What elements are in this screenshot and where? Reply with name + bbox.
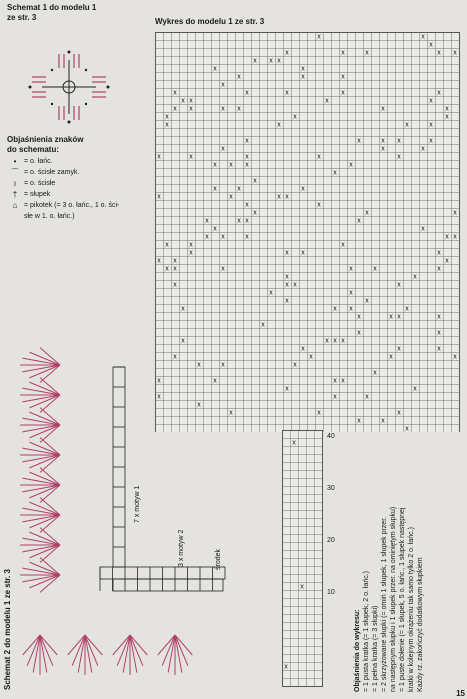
legend2-item: = 2 skrzyżowane słupki (= omiń 1 słupek, 1 słupek przer. — [381, 516, 388, 692]
stitch-mark: x — [181, 305, 185, 313]
legend2-item: = 1 pusta kratka (= 1 słupek, 2 o. łańc.) — [363, 570, 370, 692]
legend1-item — [10, 200, 130, 211]
stitch-mark: x — [437, 345, 441, 353]
stitch-mark: x — [213, 377, 217, 385]
stitch-mark: x — [333, 393, 337, 401]
stitch-mark: x — [445, 257, 449, 265]
stitch-mark: x — [237, 185, 241, 193]
stitch-mark: x — [293, 361, 297, 369]
stitch-mark: x — [421, 225, 425, 233]
stitch-mark: x — [301, 73, 305, 81]
stitch-mark: x — [277, 57, 281, 65]
stitch-mark: x — [157, 257, 161, 265]
stitch-mark: x — [165, 113, 169, 121]
schemat1-title-line1: Schemat 1 do modelu 1 — [7, 3, 97, 12]
legend1-item-text: = o. łańc. — [24, 158, 53, 165]
stitch-mark: x — [173, 89, 177, 97]
stitch-mark: x — [437, 49, 441, 57]
stitch-mark: x — [373, 265, 377, 273]
stitch-mark: x — [165, 241, 169, 249]
stitch-mark: x — [325, 97, 329, 105]
stitch-mark: x — [173, 265, 177, 273]
row-number: 40 — [327, 433, 335, 440]
stitch-mark: x — [397, 345, 401, 353]
stitch-mark: x — [429, 97, 433, 105]
legend1-item-text: = o. ścisłe — [24, 180, 56, 187]
legend2 — [353, 432, 425, 692]
motif2-label: 3 x motyw 2 — [178, 529, 185, 567]
stitch-mark: x — [437, 313, 441, 321]
stitch-mark: x — [253, 209, 257, 217]
legend2-item: Każdy rz. zakończyć dodatkowym słupkiem — [417, 557, 424, 692]
stitch-mark: x — [229, 409, 233, 417]
stitch-mark: x — [245, 89, 249, 97]
stitch-mark: x — [157, 377, 161, 385]
stitch-mark: x — [221, 361, 225, 369]
stitch-mark: x — [292, 439, 296, 447]
stitch-mark: x — [189, 105, 193, 113]
stitch-mark: x — [333, 305, 337, 313]
stitch-mark: x — [197, 361, 201, 369]
stitch-mark: x — [453, 353, 457, 361]
stitch-mark: x — [189, 97, 193, 105]
stitch-mark: x — [453, 49, 457, 57]
stitch-mark: x — [213, 65, 217, 73]
single-crochet-icon: ı — [13, 179, 17, 188]
stitch-mark: x — [221, 105, 225, 113]
stitch-mark: x — [213, 161, 217, 169]
stitch-mark: x — [317, 201, 321, 209]
stitch-mark: x — [373, 369, 377, 377]
stitch-mark: x — [285, 297, 289, 305]
stitch-mark: x — [181, 97, 185, 105]
stitch-mark: x — [437, 249, 441, 257]
stitch-mark: x — [437, 265, 441, 273]
stitch-mark: x — [245, 153, 249, 161]
stitch-mark: x — [381, 137, 385, 145]
stitch-mark: x — [309, 353, 313, 361]
chart-title: Wykres do modelu 1 ze str. 3 — [155, 17, 265, 26]
schemat2-drawing — [0, 345, 230, 699]
stitch-mark: x — [197, 401, 201, 409]
stitch-mark: x — [181, 337, 185, 345]
stitch-mark: x — [229, 161, 233, 169]
legend1-list — [10, 156, 130, 222]
stitch-mark: x — [301, 249, 305, 257]
stitch-mark: x — [277, 121, 281, 129]
stitch-mark: x — [413, 273, 417, 281]
stitch-mark: x — [245, 137, 249, 145]
stitch-mark: x — [269, 57, 273, 65]
stitch-mark: x — [285, 385, 289, 393]
stitch-mark: x — [285, 273, 289, 281]
stitch-mark: x — [453, 233, 457, 241]
stitch-mark: x — [453, 209, 457, 217]
stitch-mark: x — [293, 113, 297, 121]
stitch-mark: x — [349, 305, 353, 313]
stitch-mark: x — [237, 105, 241, 113]
stitch-mark: x — [341, 241, 345, 249]
stitch-mark: x — [381, 105, 385, 113]
stitch-mark: x — [429, 121, 433, 129]
stitch-mark: x — [437, 329, 441, 337]
stitch-mark: x — [405, 425, 409, 432]
stitch-mark: x — [221, 81, 225, 89]
legend2-title: Objaśnienia do wykresu: — [354, 609, 361, 692]
stitch-mark: x — [189, 241, 193, 249]
stitch-mark: x — [365, 209, 369, 217]
stitch-mark: x — [173, 257, 177, 265]
stitch-mark: x — [341, 89, 345, 97]
stitch-mark: x — [325, 337, 329, 345]
stitch-mark: x — [173, 281, 177, 289]
stitch-mark: x — [333, 337, 337, 345]
stitch-mark: x — [349, 265, 353, 273]
double-crochet-icon: † — [12, 190, 18, 199]
stitch-mark: x — [365, 393, 369, 401]
stitch-mark: x — [221, 145, 225, 153]
stitch-mark: x — [157, 393, 161, 401]
stitch-mark: x — [221, 265, 225, 273]
stitch-mark: x — [397, 137, 401, 145]
stitch-mark: x — [445, 105, 449, 113]
legend1-title — [7, 135, 83, 155]
stitch-mark: x — [445, 113, 449, 121]
stitch-mark: x — [389, 313, 393, 321]
stitch-mark: x — [213, 225, 217, 233]
stitch-mark: x — [365, 297, 369, 305]
stitch-mark: x — [437, 89, 441, 97]
legend1-item-text: = pikotek (= 3 o. łańc., 1 o. ści- — [24, 202, 120, 209]
stitch-mark: x — [245, 161, 249, 169]
stitch-mark: x — [317, 409, 321, 417]
stitch-mark: x — [341, 377, 345, 385]
stitch-mark: x — [333, 169, 337, 177]
stitch-mark: x — [300, 583, 304, 591]
stitch-mark: x — [429, 137, 433, 145]
stitch-mark: x — [277, 193, 281, 201]
stitch-mark: x — [237, 73, 241, 81]
stitch-mark: x — [333, 377, 337, 385]
stitch-mark: x — [421, 145, 425, 153]
center-label: środek — [215, 548, 222, 570]
legend2-item: kratki w kolejnym okrążeniu tak samo tylko 2 o. łańc.) — [408, 527, 415, 692]
row-number: 20 — [327, 537, 335, 544]
stitch-mark: x — [349, 161, 353, 169]
stitch-mark: x — [253, 177, 257, 185]
stitch-mark: x — [317, 153, 321, 161]
stitch-mark: x — [205, 217, 209, 225]
legend1-item — [10, 211, 130, 222]
legend2-item: = 1 puste dołenie (= 1 słupek, 5 o. łańc., 1 słupek następnej — [399, 507, 406, 692]
stitch-mark: x — [397, 281, 401, 289]
picot-icon: ⌂ — [12, 201, 18, 210]
stitch-mark: x — [405, 305, 409, 313]
legend1-item-text: = o. ścisłe zamyk. — [24, 169, 80, 176]
stitch-mark: x — [381, 145, 385, 153]
legend1-item-text: słe w 1. o. łańc.) — [24, 213, 75, 220]
stitch-mark: x — [245, 201, 249, 209]
stitch-mark: x — [405, 121, 409, 129]
stitch-mark: x — [285, 89, 289, 97]
legend1-title-line1: Objaśnienia znaków — [7, 135, 84, 144]
stitch-mark: x — [357, 217, 361, 225]
legend1-item-text: = słupek — [24, 191, 51, 198]
stitch-mark: x — [301, 65, 305, 73]
legend1-item — [10, 156, 130, 167]
legend1-item — [10, 167, 130, 178]
row-number: 30 — [327, 485, 335, 492]
stitch-mark: x — [245, 233, 249, 241]
legend2-item: na następnym słupku i 1 słupek przer. na ominiętym słupku) — [390, 506, 397, 692]
legend1-title-line2: do schematu: — [7, 145, 60, 154]
stitch-mark: x — [341, 73, 345, 81]
stitch-mark: x — [341, 49, 345, 57]
stitch-mark: x — [205, 233, 209, 241]
stitch-mark: x — [165, 265, 169, 273]
stitch-mark: x — [357, 417, 361, 425]
schemat1-title-line2: ze str. 3 — [7, 13, 37, 22]
chain-stitch-icon: • — [13, 157, 17, 166]
stitch-mark: x — [397, 153, 401, 161]
row-number: 10 — [327, 589, 335, 596]
stitch-mark: x — [245, 217, 249, 225]
stitch-mark: x — [189, 153, 193, 161]
stitch-mark: x — [229, 193, 233, 201]
stitch-mark: x — [421, 33, 425, 41]
stitch-mark: x — [349, 289, 353, 297]
stitch-mark: x — [285, 281, 289, 289]
stitch-mark: x — [445, 233, 449, 241]
stitch-mark: x — [237, 217, 241, 225]
stitch-mark: x — [189, 249, 193, 257]
stitch-mark: x — [285, 193, 289, 201]
center-column-grid — [282, 430, 324, 690]
stitch-mark: x — [285, 49, 289, 57]
stitch-mark: x — [365, 49, 369, 57]
legend2-item: = 1 pełna kratka (= 3 słupki) — [372, 605, 379, 692]
slip-stitch-close-icon: ⌒ — [11, 168, 19, 177]
stitch-mark: x — [293, 281, 297, 289]
stitch-mark: x — [397, 409, 401, 417]
stitch-mark: x — [429, 41, 433, 49]
schemat1-motif — [28, 48, 110, 126]
stitch-mark: x — [301, 185, 305, 193]
stitch-mark: x — [285, 249, 289, 257]
schemat2-title: Schemat 2 do modelu 1 ze str. 3 — [3, 569, 12, 690]
stitch-mark: x — [173, 105, 177, 113]
legend1-item — [10, 178, 130, 189]
stitch-mark: x — [213, 185, 217, 193]
stitch-mark: x — [357, 137, 361, 145]
stitch-mark: x — [357, 329, 361, 337]
stitch-mark: x — [173, 353, 177, 361]
stitch-mark: x — [165, 121, 169, 129]
stitch-mark: x — [389, 353, 393, 361]
stitch-mark: x — [221, 233, 225, 241]
stitch-mark: x — [157, 193, 161, 201]
stitch-mark: x — [341, 337, 345, 345]
stitch-mark: x — [284, 663, 288, 671]
stitch-mark: x — [261, 321, 265, 329]
stitch-mark: x — [357, 313, 361, 321]
stitch-mark: x — [253, 57, 257, 65]
stitch-mark: x — [301, 345, 305, 353]
legend1-item — [10, 189, 130, 200]
motif1-label: 7 x motyw 1 — [134, 485, 141, 523]
stitch-mark: x — [317, 33, 321, 41]
stitch-mark: x — [269, 289, 273, 297]
stitch-mark: x — [381, 417, 385, 425]
stitch-mark: x — [157, 153, 161, 161]
stitch-mark: x — [397, 313, 401, 321]
schemat1-title — [7, 3, 96, 23]
stitch-mark: x — [413, 385, 417, 393]
page-number: 15 — [456, 689, 465, 698]
